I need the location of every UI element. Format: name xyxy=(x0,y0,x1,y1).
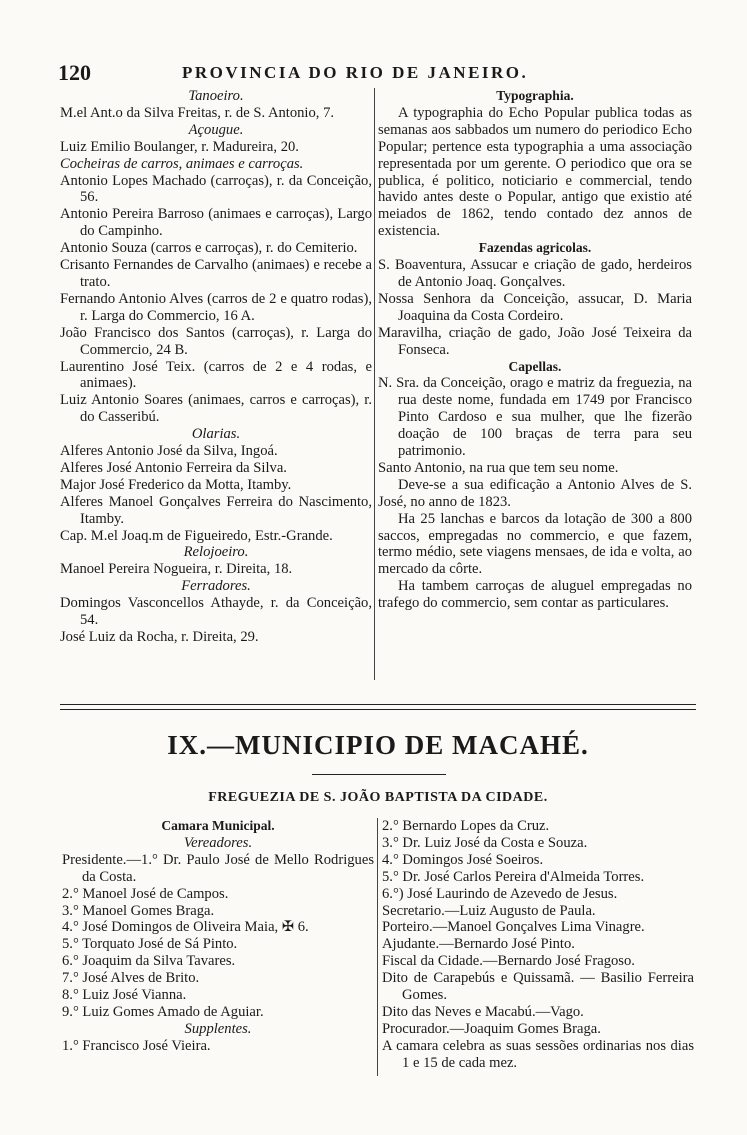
section-heading: Fazendas agricolas. xyxy=(478,240,592,256)
entry-line: Nossa Senhora da Conceição, assucar, D. Maria Joaquina da Costa Cordeiro. xyxy=(378,290,692,324)
entry-line: 1.° Francisco José Vieira. xyxy=(62,1037,211,1054)
page-number: 120 xyxy=(58,60,91,85)
council-column-right xyxy=(382,818,694,1072)
entry-line: Antonio Pereira Barroso (animaes e carroças), Largo do Campinho. xyxy=(60,206,372,240)
entry-line: Procurador.—Joaquim Gomes Braga. xyxy=(382,1020,601,1037)
entry-line: Antonio Souza (carros e carroças), r. do Cemiterio. xyxy=(60,240,358,257)
entry-line: 4.° José Domingos de Oliveira Maia, ✠ 6. xyxy=(62,919,309,936)
entry-line: Ha 25 lanchas e barcos da lotação de 300 a 800 saccos, empregadas no commercio, e que fazem, termo médio, sete viagens mensaes, de ida e volta, ao mercado da côrte. xyxy=(378,510,692,578)
entry-line: Laurentino José Teix. (carros de 2 e 4 rodas, e animaes). xyxy=(60,358,372,392)
entry-line: Secretario.—Luiz Augusto de Paula. xyxy=(382,902,596,919)
entry-line: N. Sra. da Conceição, orago e matriz da freguezia, na rua deste nome, fundada em 1749 por Francisco Pinto Cardoso e sua mulher, que lhe fizerão doação de 100 braças de terra para seu patrimonio. xyxy=(378,375,692,460)
entry-line: 8.° Luiz José Vianna. xyxy=(62,987,187,1004)
entry-line: Domingos Vasconcellos Athayde, r. da Conceição, 54. xyxy=(60,595,372,629)
section-heading: Açougue. xyxy=(188,121,244,138)
section-heading: Typographia. xyxy=(496,88,574,103)
entry-line: Dito das Neves e Macabú.—Vago. xyxy=(382,1003,584,1020)
entry-line: Alferes Antonio José da Silva, Ingoá. xyxy=(60,443,278,460)
entry-line: Ha tambem carroças de aluguel empregadas no trafego do commercio, sem contar as particulares. xyxy=(378,578,692,612)
entry-line: Antonio Lopes Machado (carroças), r. da Conceição, 56. xyxy=(60,172,372,206)
entry-line: Cap. M.el Joaq.m de Figueiredo, Estr.-Grande. xyxy=(60,527,333,544)
entry-line: 7.° José Alves de Brito. xyxy=(62,970,200,987)
entry-line: Fernando Antonio Alves (carros de 2 e quatro rodas), r. Larga do Commercio, 16 A. xyxy=(60,290,372,324)
section-heading: Vereadores. xyxy=(183,834,253,851)
entry-line: José Luiz da Rocha, r. Direita, 29. xyxy=(60,629,259,645)
entry-line: A camara celebra as suas sessões ordinarias nos dias 1 e 15 de cada mez. xyxy=(382,1037,694,1071)
entry-line: Alferes Manoel Gonçalves Ferreira do Nascimento, Itamby. xyxy=(60,493,372,527)
entry-line: 4.° Domingos José Soeiros. xyxy=(382,851,544,868)
section-title: IX.—MUNICIPIO DE MACAHÉ. xyxy=(167,730,589,760)
section-heading: Supplentes. xyxy=(184,1020,252,1037)
entry-line: Presidente.—1.° Dr. Paulo José de Mello Rodrigues da Costa. xyxy=(62,851,374,885)
council-column-left xyxy=(62,818,374,1055)
column-divider xyxy=(374,88,375,680)
entry-line: Dito de Carapebús e Quissamã. — Basilio Ferreira Gomes. xyxy=(382,970,694,1004)
column-divider-lower xyxy=(377,818,378,1076)
parish-title: FREGUEZIA DE S. JOÃO BAPTISTA DA CIDADE. xyxy=(208,790,548,805)
entry-line: Crisanto Fernandes de Carvalho (animaes) e recebe a trato. xyxy=(60,257,372,290)
entry-line: A typographia do Echo Popular publica todas as semanas aos sabbados um numero do periodico Echo Popular; pertence esta typographia a uma associação representada por um gerente. O periodico que ora se publica, é politico, noticiario e commercial, tendo havido antes deste o Popular, antigo que existio até meiados de 1862, tendo contado dez annos de existencia. xyxy=(378,104,692,240)
section-heading: Relojoeiro. xyxy=(183,544,249,561)
left-column-trades xyxy=(60,88,372,646)
entry-line: S. Boaventura, Assucar e criação de gado, herdeiros de Antonio Joaq. Gonçalves. xyxy=(378,257,692,290)
entry-line: 6.° Joaquim da Silva Tavares. xyxy=(62,953,236,970)
running-title: PROVINCIA DO RIO DE JANEIRO. xyxy=(182,63,529,82)
section-heading: Capellas. xyxy=(508,358,562,374)
page-header xyxy=(58,60,678,86)
entry-line: Luiz Emilio Boulanger, r. Madureira, 20. xyxy=(60,138,299,155)
section-heading: Olarias. xyxy=(191,426,241,443)
section-heading: Camara Municipal. xyxy=(161,818,275,833)
entry-line: Alferes José Antonio Ferreira da Silva. xyxy=(60,459,287,476)
entry-line: 3.° Dr. Luiz José da Costa e Souza. xyxy=(382,834,588,851)
entry-line: Luiz Antonio Soares (animaes, carros e carroças), r. do Casseribú. xyxy=(60,392,372,426)
entry-line: Major José Frederico da Motta, Itamby. xyxy=(60,476,292,493)
section-rule-bottom xyxy=(60,709,696,710)
entry-line: Maravilha, criação de gado, João José Teixeira da Fonseca. xyxy=(378,324,692,358)
entry-line: M.el Ant.o da Silva Freitas, r. de S. Antonio, 7. xyxy=(60,104,335,121)
entry-line: 2.° Manoel José de Campos. xyxy=(62,885,229,902)
entry-line: 5.° Torquato José de Sá Pinto. xyxy=(62,936,238,953)
entry-line: Fiscal da Cidade.—Bernardo José Fragoso. xyxy=(382,953,635,970)
entry-line: Santo Antonio, na rua que tem seu nome. xyxy=(378,459,619,476)
entry-line: Deve-se a sua edificação a Antonio Alves de S. José, no anno de 1823. xyxy=(378,476,692,510)
section-heading: Tanoeiro. xyxy=(188,88,244,104)
entry-line: Porteiro.—Manoel Gonçalves Lima Vinagre. xyxy=(382,919,645,936)
right-column-typography-farms-chapels xyxy=(378,88,692,612)
title-underline xyxy=(312,774,446,775)
section-heading: Ferradores. xyxy=(181,578,251,595)
entry-line: Manoel Pereira Nogueira, r. Direita, 18. xyxy=(60,561,293,578)
entry-line: 3.° Manoel Gomes Braga. xyxy=(62,902,215,919)
entry-line: 5.° Dr. José Carlos Pereira d'Almeida Torres. xyxy=(382,868,645,885)
section-rule-top xyxy=(60,704,696,705)
entry-line: 6.°) José Laurindo de Azevedo de Jesus. xyxy=(382,885,618,902)
entry-line: Ajudante.—Bernardo José Pinto. xyxy=(382,936,575,953)
entry-line: 2.° Bernardo Lopes da Cruz. xyxy=(382,818,550,834)
entry-line: Cocheiras de carros, animaes e carroças. xyxy=(60,155,304,172)
entry-line: João Francisco dos Santos (carroças), r. Larga do Commercio, 24 B. xyxy=(60,324,372,358)
entry-line: 9.° Luiz Gomes Amado de Aguiar. xyxy=(62,1003,264,1020)
